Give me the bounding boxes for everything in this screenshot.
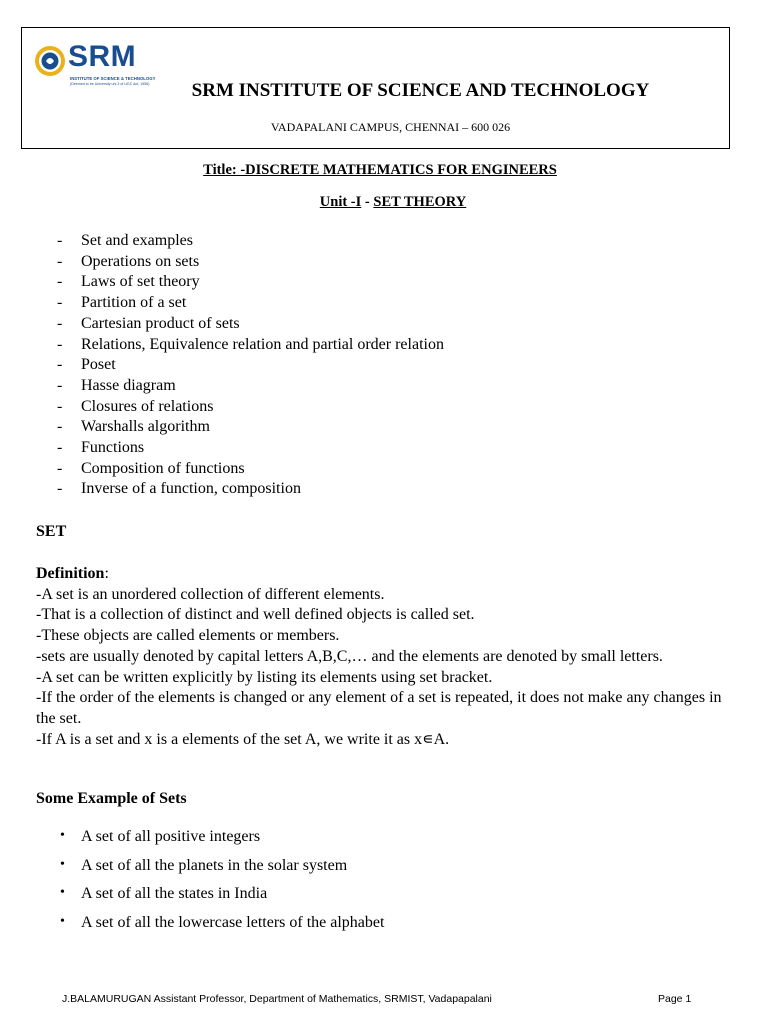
definition-line: -That is a collection of distinct and well defined objects is called set. — [36, 606, 475, 624]
set-heading: SET — [36, 523, 67, 540]
unit-name: SET THEORY — [373, 194, 467, 210]
topic-text: Laws of set theory — [81, 273, 200, 291]
definition-colon: : — [104, 565, 109, 582]
topic-text: Cartesian product of sets — [81, 314, 240, 332]
topic-list — [57, 231, 444, 500]
logo-subtitle: INSTITUTE OF SCIENCE & TECHNOLOGY — [70, 76, 156, 81]
list-item — [57, 914, 384, 943]
topic-text: Poset — [81, 356, 116, 374]
topic-text: Functions — [81, 439, 145, 457]
srm-logo — [34, 40, 156, 86]
list-item: - Warshalls algorithm — [57, 418, 210, 436]
list-item: - Partition of a set — [57, 294, 187, 312]
list-item: - Composition of functions — [57, 459, 245, 477]
list-item — [57, 828, 384, 857]
list-item: - Cartesian product of sets — [57, 314, 240, 332]
topic-text: Operations on sets — [81, 252, 200, 270]
list-item: - Closures of relations — [57, 397, 214, 415]
definition-line: -If A is a set and x is a elements of the set A, we write it as x∊A. — [36, 730, 450, 748]
unit-heading — [0, 194, 768, 211]
definition-label: Definition — [36, 565, 105, 582]
srm-emblem-icon — [34, 44, 70, 80]
bullet-icon: • — [60, 914, 65, 930]
definition-line: -A set can be written explicitly by listing its elements using set bracket. — [36, 668, 493, 686]
list-item: - Poset — [57, 356, 116, 374]
topic-text: Inverse of a function, composition — [81, 480, 301, 498]
list-item: - Operations on sets — [57, 252, 200, 270]
topic-text: Relations, Equivalence relation and partial order relation — [81, 335, 444, 353]
topic-text: Closures of relations — [81, 397, 214, 415]
definition-line: -These objects are called elements or members. — [36, 627, 340, 645]
bullet-icon: • — [60, 885, 65, 901]
example-text: A set of all the planets in the solar system — [81, 856, 348, 874]
definition-block — [36, 564, 736, 750]
definition-heading — [36, 564, 736, 585]
list-item — [57, 857, 384, 886]
example-text: A set of all the states in India — [81, 885, 268, 903]
list-item: - Functions — [57, 439, 145, 457]
document-title — [0, 162, 760, 179]
bullet-icon: • — [60, 856, 65, 872]
list-item: - Hasse diagram — [57, 376, 176, 394]
logo-text: SRM — [68, 40, 137, 73]
unit-number: Unit -I — [319, 194, 362, 210]
header-box — [21, 27, 730, 149]
definition-line: -sets are usually denoted by capital letters A,B,C,… and the elements are denoted by small letters. — [36, 647, 663, 665]
topic-text: Warshalls algorithm — [81, 418, 210, 436]
topic-text: Partition of a set — [81, 294, 187, 312]
list-item: - Set and examples — [57, 232, 193, 249]
example-text: A set of all the lowercase letters of the alphabet — [81, 914, 385, 932]
topic-text: Set and examples — [81, 232, 193, 249]
bullet-icon: • — [60, 828, 65, 843]
list-item: - Laws of set theory — [57, 273, 200, 291]
examples-heading: Some Example of Sets — [36, 790, 187, 807]
institution-name: SRM INSTITUTE OF SCIENCE AND TECHNOLOGY — [191, 80, 650, 101]
list-item: - Relations, Equivalence relation and partial order relation — [57, 335, 444, 353]
unit-separator: - — [361, 194, 374, 210]
logo-subtitle-2: (Deemed to be University u/s 3 of UGC Act, 1956) — [70, 82, 150, 86]
definition-line: -If the order of the elements is changed or any element of a set is repeated, it does not make any changes in the set. — [36, 689, 722, 727]
page-number: Page 1 — [658, 993, 692, 1005]
page-footer: J.BALAMURUGAN Assistant Professor, Department of Mathematics, SRMIST, Vadapapalani — [62, 993, 492, 1005]
document-title-text: Title: -DISCRETE MATHEMATICS FOR ENGINEERS — [203, 162, 557, 178]
topic-text: Hasse diagram — [81, 376, 176, 394]
list-item: - Inverse of a function, composition — [57, 480, 301, 498]
list-item — [57, 885, 384, 914]
example-text: A set of all positive integers — [81, 828, 261, 845]
examples-list — [57, 828, 384, 943]
topic-text: Composition of functions — [81, 459, 245, 477]
campus-address: VADAPALANI CAMPUS, CHENNAI – 600 026 — [270, 120, 511, 134]
definition-line: -A set is an unordered collection of different elements. — [36, 585, 385, 603]
